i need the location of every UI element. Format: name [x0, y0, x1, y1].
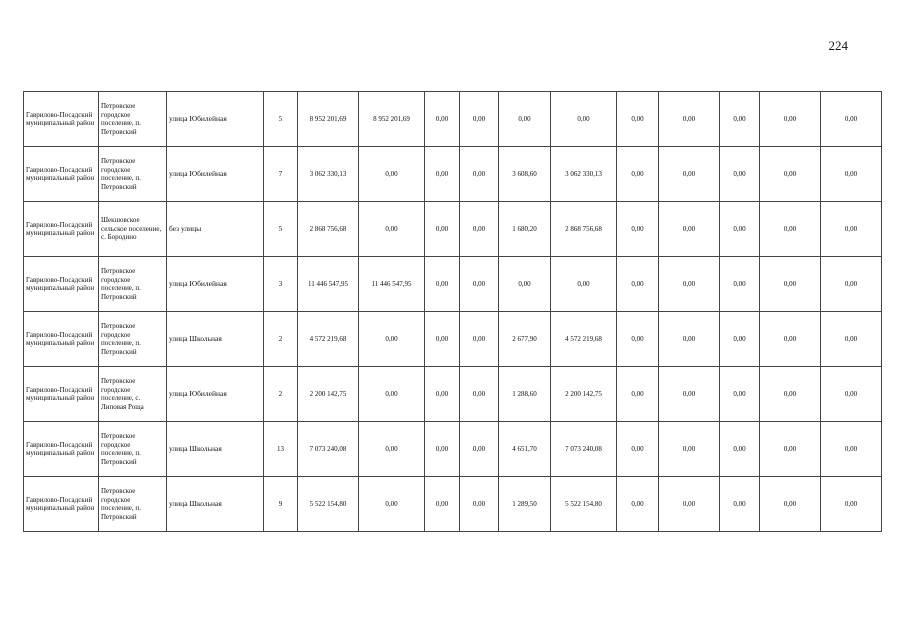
district-cell: Гаврилово-Посадский муниципальный район [24, 312, 99, 367]
cost-cell: 0,00 [551, 257, 617, 312]
street-cell: улица Школьная [167, 477, 264, 532]
district-cell: Гаврилово-Посадский муниципальный район [24, 367, 99, 422]
cost-cell: 0,00 [460, 202, 499, 257]
housing-table [23, 91, 882, 532]
cost-cell: 0,00 [425, 257, 460, 312]
settlement-cell: Петровское городское поселение, п. Петровский [99, 92, 167, 147]
cost-cell: 0,00 [460, 477, 499, 532]
cost-cell: 0,00 [359, 367, 425, 422]
settlement-cell: Петровское городское поселение, п. Петровский [99, 422, 167, 477]
table-row [24, 367, 882, 422]
cost-cell: 0,00 [720, 147, 760, 202]
page-number: 224 [828, 38, 848, 53]
cost-cell: 0,00 [659, 312, 720, 367]
district-cell: Гаврилово-Посадский муниципальный район [24, 257, 99, 312]
table-row [24, 202, 882, 257]
cost-cell: 0,00 [760, 477, 821, 532]
cost-cell: 0,00 [617, 367, 659, 422]
cost-cell: 0,00 [659, 367, 720, 422]
cost-cell: 0,00 [821, 312, 882, 367]
cost-cell: 0,00 [821, 367, 882, 422]
street-cell: улица Юбилейная [167, 257, 264, 312]
house-number-cell: 13 [264, 422, 298, 477]
street-cell: улица Юбилейная [167, 367, 264, 422]
street-cell: улица Школьная [167, 312, 264, 367]
cost-cell: 0,00 [359, 202, 425, 257]
district-cell: Гаврилово-Посадский муниципальный район [24, 477, 99, 532]
table-row [24, 147, 882, 202]
cost-cell: 0,00 [760, 202, 821, 257]
cost-cell: 0,00 [425, 367, 460, 422]
area-cell: 0,00 [499, 257, 551, 312]
house-number-cell: 9 [264, 477, 298, 532]
settlement-cell: Петровское городское поселение, п. Петровский [99, 477, 167, 532]
cost-cell: 0,00 [760, 147, 821, 202]
district-cell: Гаврилово-Посадский муниципальный район [24, 422, 99, 477]
cost-cell: 0,00 [720, 92, 760, 147]
total-cost-cell: 8 952 201,69 [298, 92, 359, 147]
district-cell: Гаврилово-Посадский муниципальный район [24, 202, 99, 257]
cost-cell: 0,00 [659, 202, 720, 257]
cost-cell: 0,00 [617, 477, 659, 532]
area-cell: 1 288,60 [499, 367, 551, 422]
cost-cell: 0,00 [720, 367, 760, 422]
house-number-cell: 7 [264, 147, 298, 202]
settlement-cell: Петровское городское поселение, п. Петровский [99, 312, 167, 367]
cost-cell: 0,00 [720, 312, 760, 367]
settlement-cell: Петровское городское поселение, п. Петровский [99, 257, 167, 312]
cost-cell: 0,00 [551, 92, 617, 147]
cost-cell: 0,00 [760, 367, 821, 422]
cost-cell: 0,00 [617, 422, 659, 477]
area-cell: 4 651,70 [499, 422, 551, 477]
cost-cell: 0,00 [659, 477, 720, 532]
cost-cell: 7 073 240,08 [551, 422, 617, 477]
cost-cell: 0,00 [359, 422, 425, 477]
cost-cell: 0,00 [460, 312, 499, 367]
street-cell: улица Юбилейная [167, 92, 264, 147]
total-cost-cell: 2 868 756,68 [298, 202, 359, 257]
total-cost-cell: 7 073 240,08 [298, 422, 359, 477]
cost-cell: 8 952 201,69 [359, 92, 425, 147]
district-cell: Гаврилово-Посадский муниципальный район [24, 147, 99, 202]
cost-cell: 0,00 [617, 92, 659, 147]
house-number-cell: 5 [264, 202, 298, 257]
cost-cell: 0,00 [425, 477, 460, 532]
house-number-cell: 5 [264, 92, 298, 147]
cost-cell: 3 062 330,13 [551, 147, 617, 202]
cost-cell: 0,00 [821, 92, 882, 147]
cost-cell: 0,00 [760, 422, 821, 477]
total-cost-cell: 3 062 330,13 [298, 147, 359, 202]
cost-cell: 0,00 [425, 202, 460, 257]
cost-cell: 0,00 [659, 147, 720, 202]
table-row [24, 257, 882, 312]
cost-cell: 0,00 [460, 257, 499, 312]
cost-cell: 0,00 [617, 202, 659, 257]
cost-cell: 0,00 [617, 312, 659, 367]
cost-cell: 0,00 [460, 147, 499, 202]
cost-cell: 0,00 [760, 257, 821, 312]
cost-cell: 4 572 219,68 [551, 312, 617, 367]
cost-cell: 0,00 [659, 422, 720, 477]
cost-cell: 0,00 [720, 202, 760, 257]
table-row [24, 477, 882, 532]
cost-cell: 0,00 [821, 477, 882, 532]
cost-cell: 2 868 756,68 [551, 202, 617, 257]
street-cell: улица Юбилейная [167, 147, 264, 202]
house-number-cell: 2 [264, 367, 298, 422]
cost-cell: 0,00 [821, 202, 882, 257]
total-cost-cell: 5 522 154,80 [298, 477, 359, 532]
cost-cell: 11 446 547,95 [359, 257, 425, 312]
cost-cell: 0,00 [425, 92, 460, 147]
cost-cell: 0,00 [460, 422, 499, 477]
cost-cell: 0,00 [425, 147, 460, 202]
district-cell: Гаврилово-Посадский муниципальный район [24, 92, 99, 147]
cost-cell: 0,00 [720, 257, 760, 312]
cost-cell: 0,00 [460, 367, 499, 422]
cost-cell: 0,00 [659, 92, 720, 147]
cost-cell: 0,00 [760, 92, 821, 147]
total-cost-cell: 4 572 219,68 [298, 312, 359, 367]
table-row [24, 92, 882, 147]
cost-cell: 0,00 [720, 422, 760, 477]
area-cell: 3 608,60 [499, 147, 551, 202]
table-row [24, 422, 882, 477]
street-cell: без улицы [167, 202, 264, 257]
total-cost-cell: 11 446 547,95 [298, 257, 359, 312]
cost-cell: 0,00 [460, 92, 499, 147]
cost-cell: 0,00 [617, 257, 659, 312]
cost-cell: 0,00 [821, 257, 882, 312]
street-cell: улица Школьная [167, 422, 264, 477]
area-cell: 1 680,20 [499, 202, 551, 257]
cost-cell: 0,00 [821, 422, 882, 477]
cost-cell: 0,00 [760, 312, 821, 367]
cost-cell: 0,00 [659, 257, 720, 312]
cost-cell: 0,00 [359, 312, 425, 367]
area-cell: 0,00 [499, 92, 551, 147]
settlement-cell: Петровское городское поселение, с. Липовая Роща [99, 367, 167, 422]
cost-cell: 0,00 [821, 147, 882, 202]
total-cost-cell: 2 200 142,75 [298, 367, 359, 422]
area-cell: 1 289,50 [499, 477, 551, 532]
house-number-cell: 2 [264, 312, 298, 367]
table-row [24, 312, 882, 367]
cost-cell: 0,00 [425, 312, 460, 367]
cost-cell: 0,00 [617, 147, 659, 202]
settlement-cell: Шекшовское сельское поселение, с. Бородино [99, 202, 167, 257]
cost-cell: 0,00 [425, 422, 460, 477]
cost-cell: 0,00 [359, 147, 425, 202]
cost-cell: 2 200 142,75 [551, 367, 617, 422]
cost-cell: 0,00 [359, 477, 425, 532]
area-cell: 2 677,90 [499, 312, 551, 367]
house-number-cell: 3 [264, 257, 298, 312]
table-body [24, 92, 882, 532]
cost-cell: 0,00 [720, 477, 760, 532]
cost-cell: 5 522 154,80 [551, 477, 617, 532]
settlement-cell: Петровское городское поселение, п. Петровский [99, 147, 167, 202]
